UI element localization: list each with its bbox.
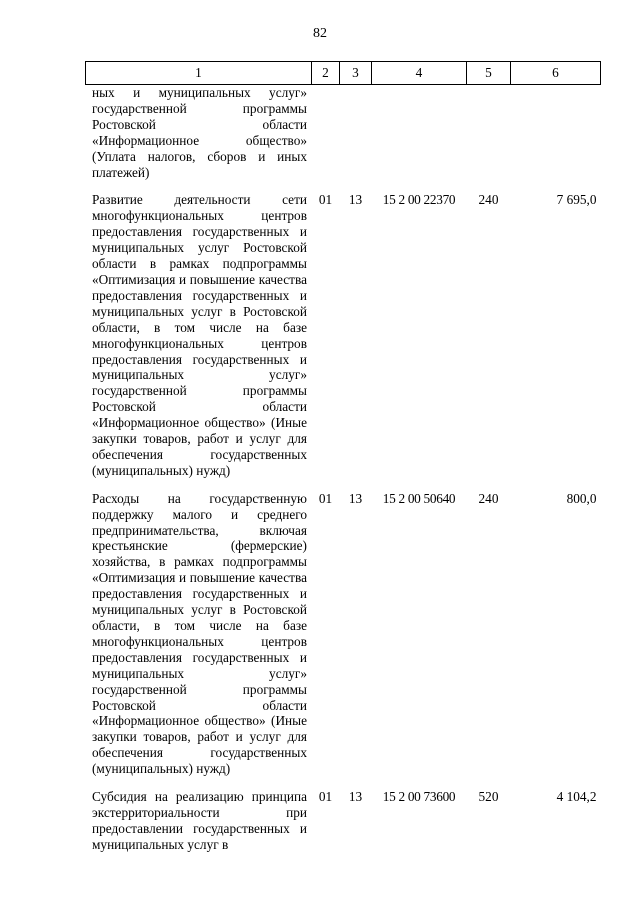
- row-subsection: 13: [348, 789, 363, 805]
- row-target-code: 15 2 00 73600: [382, 789, 456, 805]
- table-row: [86, 85, 601, 193]
- row-target-code: 15 2 00 22370: [382, 192, 456, 208]
- row-subsection: 13: [348, 192, 363, 208]
- row-amount: 4 104,2: [556, 789, 597, 805]
- row-description: ных и муниципальных услуг» государственной программы Ростовской области «Информационное общество» (Уплата налогов, сборов и иных платежей): [92, 85, 307, 180]
- row-subsection: [340, 85, 372, 193]
- row-expense-type: 240: [478, 192, 499, 208]
- row-section: 01: [318, 490, 333, 506]
- row-amount: 7 695,0: [556, 192, 597, 208]
- row-description: Расходы на государственную поддержку малого и среднего предпринимательства, включая крестьянские (фермерские) хозяйства, в рамках подпрограммы «Оптимизация и повышение качества предоставления государственных и муниципальных услуг в Ростовской области, в том числе на базе многофункциональных центров предоставления государственных и муниципальных услуг» государственной программы Ростовской области «Информационное общество» (Иные закупки товаров, работ и услуг для обеспечения государственных (муниципальных) нужд): [92, 490, 307, 777]
- row-expense-type: 520: [478, 789, 499, 805]
- header-col-1: 1: [86, 62, 312, 85]
- table-row: [86, 491, 601, 789]
- page-number: 82: [313, 26, 327, 41]
- header-col-5: 5: [467, 62, 511, 85]
- row-amount: 800,0: [566, 490, 597, 506]
- row-subsection: 13: [348, 490, 363, 506]
- row-description: Развитие деятельности сети многофункциональных центров предоставления государственных и муниципальных услуг Ростовской области в рамках подпрограммы «Оптимизация и повышение качества предоставления государственных и муниципальных услуг в Ростовской области, в том числе на базе многофункциональных центров предоставления государственных и муниципальных услуг» государственной программы Ростовской области «Информационное общество» (Иные закупки товаров, работ и услуг для обеспечения государственных (муниципальных) нужд): [92, 192, 307, 478]
- budget-table: [85, 61, 601, 865]
- row-section: [312, 85, 340, 193]
- table-row: [86, 192, 601, 490]
- row-expense-type: 240: [478, 490, 499, 506]
- header-row: [86, 62, 601, 85]
- table-row: [86, 789, 601, 865]
- header-col-4: 4: [372, 62, 467, 85]
- row-description: Субсидия на реализацию принципа экстерриториальности при предоставлении государственных и муниципальных услуг в: [92, 789, 307, 852]
- row-section: 01: [318, 192, 333, 208]
- row-amount: [511, 85, 601, 193]
- row-target-code: [372, 85, 467, 193]
- header-col-2: 2: [312, 62, 340, 85]
- row-section: 01: [318, 789, 333, 805]
- header-col-6: 6: [511, 62, 601, 85]
- row-expense-type: [467, 85, 511, 193]
- row-target-code: 15 2 00 50640: [382, 490, 456, 506]
- header-col-3: 3: [340, 62, 372, 85]
